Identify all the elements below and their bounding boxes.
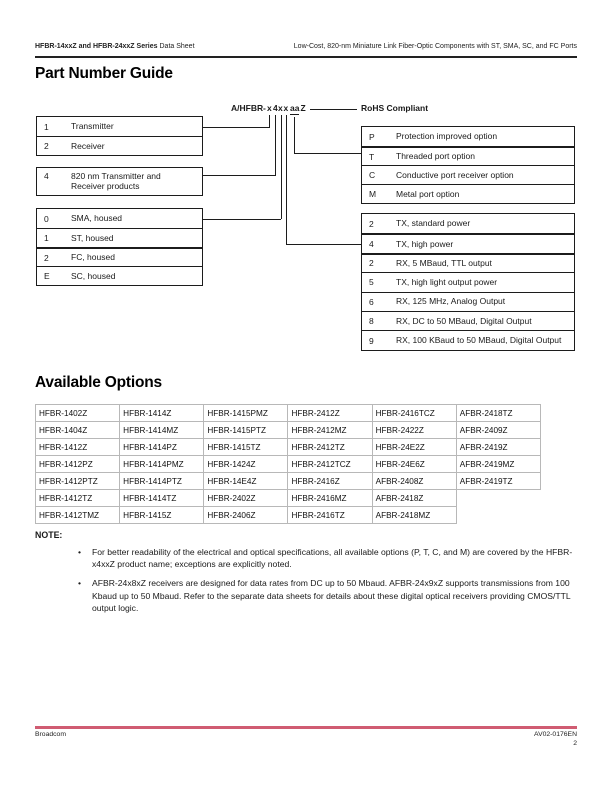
table-products <box>36 167 203 196</box>
part-number-dash: - <box>263 103 266 113</box>
part-number-cell: HFBR-1415Z <box>120 507 204 524</box>
label-cell: Receiver <box>71 140 105 151</box>
code-cell: M <box>369 189 377 199</box>
header-right: Low-Cost, 820-nm Miniature Link Fiber-Optic Components with ST, SMA, SC, and FC Ports <box>293 43 577 50</box>
table-row <box>37 117 202 136</box>
part-number-cell: HFBR-1404Z <box>36 422 120 439</box>
part-number-cell: HFBR-1414MZ <box>120 422 204 439</box>
table-row <box>37 266 202 285</box>
part-number-cell: HFBR-2416TCZ <box>372 405 456 422</box>
part-number-digit-2: 4 <box>273 103 278 113</box>
part-number-digit-4: x <box>283 103 289 113</box>
label-cell: 820 nm Transmitter and Receiver products <box>71 170 161 192</box>
part-number-cell: HFBR-24E2Z <box>372 439 456 456</box>
table-row <box>362 165 574 184</box>
part-number-cell: HFBR-2412TCZ <box>288 456 372 473</box>
part-number-cell: HFBR-24E6Z <box>372 456 456 473</box>
table-row <box>37 228 202 247</box>
part-number-cell: HFBR-1412PZ <box>36 456 120 473</box>
connector-digit3-v <box>281 115 282 219</box>
part-number-cell: HFBR-1424Z <box>204 456 288 473</box>
available-options-title: Available Options <box>35 374 162 391</box>
table-row <box>362 127 574 146</box>
note-bullet <box>78 546 583 570</box>
footer-rule <box>35 726 577 729</box>
bullet-icon: • <box>78 578 82 589</box>
code-cell: C <box>369 170 376 180</box>
part-number-cell: HFBR-2412TZ <box>288 439 372 456</box>
connector-digit1-v <box>269 115 270 127</box>
code-cell: 1 <box>44 121 49 132</box>
label-cell: TX, standard power <box>396 218 471 229</box>
part-number-cell: HFBR-2412MZ <box>288 422 372 439</box>
part-number-cell: AFBR-2418TZ <box>456 405 540 422</box>
label-cell: RX, 125 MHz, Analog Output <box>396 296 506 307</box>
rohs-connector-line <box>310 109 357 110</box>
options-row <box>36 439 541 456</box>
code-cell: 1 <box>44 233 49 243</box>
header-left-suffix: Data Sheet <box>157 43 195 50</box>
code-cell: 6 <box>369 296 374 307</box>
available-options-table <box>35 404 541 524</box>
label-cell: TX, high light output power <box>396 277 498 288</box>
code-cell: 4 <box>369 239 374 250</box>
code-cell: 2 <box>44 252 49 263</box>
label-cell: SMA, housed <box>71 213 123 224</box>
label-cell: SC, housed <box>71 270 116 281</box>
part-number-cell: AFBR-2409Z <box>456 422 540 439</box>
connector-aa-v <box>294 117 295 153</box>
code-cell: 4 <box>44 170 49 181</box>
connector-digit2-v <box>275 115 276 175</box>
part-number-cell: HFBR-1412Z <box>36 439 120 456</box>
header-left-series: HFBR-14xxZ and HFBR-24xxZ Series <box>35 43 158 50</box>
part-number-cell: HFBR-1402Z <box>36 405 120 422</box>
part-number-cell: AFBR-2419MZ <box>456 456 540 473</box>
label-cell: FC, housed <box>71 252 115 263</box>
part-number-cell: HFBR-1414PTZ <box>120 473 204 490</box>
part-number-digit-3: x <box>278 103 283 113</box>
part-number-cell: AFBR-2419Z <box>456 439 540 456</box>
part-number-cell: HFBR-1415PMZ <box>204 405 288 422</box>
code-cell: 0 <box>44 213 49 224</box>
connector-digit3-h <box>203 219 281 220</box>
available-options-body <box>36 405 541 524</box>
label-cell: RX, 5 MBaud, TTL output <box>396 258 492 269</box>
footer-doc-number: AV02-0176EN <box>534 731 577 738</box>
table-power-output <box>361 213 575 351</box>
empty-cell <box>456 490 540 507</box>
part-number-cell: AFBR-2408Z <box>372 473 456 490</box>
bullet-icon: • <box>78 547 82 557</box>
rohs-label: RoHS Compliant <box>361 103 429 113</box>
connector-digit1-h <box>203 127 270 128</box>
part-number-cell: HFBR-1412TMZ <box>36 507 120 524</box>
table-row <box>362 272 574 291</box>
empty-cell <box>456 507 540 524</box>
note-label: NOTE: <box>35 530 63 540</box>
connector-digit4-v <box>286 115 287 244</box>
options-row <box>36 473 541 490</box>
table-row <box>362 184 574 203</box>
page-title: Part Number Guide <box>35 65 173 82</box>
note-bullet-text: For better readability of the electrical and optical specifications, all available options (P, T, C, and M) are covered by the HFBR-x4xxZ product name; exceptions are explicitly noted. <box>92 547 573 570</box>
label-cell: Conductive port receiver option <box>396 169 514 180</box>
part-number-cell: HFBR-2402Z <box>204 490 288 507</box>
code-cell: 2 <box>369 218 374 229</box>
part-number-cell: HFBR-2416MZ <box>288 490 372 507</box>
table-row <box>37 168 202 195</box>
table-row <box>362 292 574 311</box>
label-cell: RX, 100 KBaud to 50 MBaud, Digital Output <box>396 335 562 346</box>
table-row <box>362 146 574 165</box>
code-cell: 2 <box>369 258 374 269</box>
code-cell: 9 <box>369 335 374 346</box>
part-number-cell: HFBR-1414PZ <box>120 439 204 456</box>
footer-brand: Broadcom <box>35 731 66 738</box>
label-cell: Metal port option <box>396 188 460 199</box>
code-cell: T <box>369 151 375 162</box>
part-number-cell: HFBR-2406Z <box>204 507 288 524</box>
table-port-options <box>361 126 575 204</box>
label-cell: ST, housed <box>71 232 114 243</box>
header-rule <box>35 56 577 58</box>
part-number-prefix: A/HFBR <box>231 103 264 113</box>
table-row <box>37 209 202 228</box>
label-cell: Protection improved option <box>396 131 498 142</box>
options-row <box>36 507 541 524</box>
part-number-rohs-z: Z <box>300 103 306 113</box>
label-cell: Threaded port option <box>396 151 475 162</box>
label-cell: TX, high power <box>396 238 454 249</box>
table-row <box>362 330 574 349</box>
footer-page-number: 2 <box>573 740 577 747</box>
part-number-option-aa: aa <box>290 103 300 113</box>
code-cell: E <box>44 271 50 281</box>
header-left <box>35 43 195 51</box>
part-number-digit-1: x <box>267 103 272 113</box>
label-cell: RX, DC to 50 MBaud, Digital Output <box>396 315 532 326</box>
part-number-cell: HFBR-1414TZ <box>120 490 204 507</box>
options-row <box>36 490 541 507</box>
table-row <box>362 214 574 233</box>
note-bullets <box>78 546 583 621</box>
note-bullet <box>78 577 583 614</box>
table-row <box>362 253 574 272</box>
part-number-cell: HFBR-2416Z <box>288 473 372 490</box>
part-number-cell: HFBR-2416TZ <box>288 507 372 524</box>
options-row <box>36 405 541 422</box>
table-row <box>37 136 202 155</box>
part-number-cell: HFBR-1415PTZ <box>204 422 288 439</box>
table-transmitter-receiver <box>36 116 203 156</box>
code-cell: P <box>369 131 375 142</box>
part-number-cell: AFBR-2419TZ <box>456 473 540 490</box>
label-cell: Transmitter <box>71 121 114 132</box>
code-cell: 2 <box>44 141 49 151</box>
options-row <box>36 456 541 473</box>
part-number-cell: HFBR-1412PTZ <box>36 473 120 490</box>
table-row <box>362 311 574 330</box>
part-number-cell: AFBR-2418Z <box>372 490 456 507</box>
part-number-cell: HFBR-2412Z <box>288 405 372 422</box>
connector-digit4-h <box>286 244 362 245</box>
part-number-cell: HFBR-1414Z <box>120 405 204 422</box>
connector-aa-h <box>294 153 361 154</box>
part-number-cell: HFBR-1415TZ <box>204 439 288 456</box>
table-row <box>37 247 202 266</box>
code-cell: 8 <box>369 316 374 327</box>
part-number-cell: AFBR-2418MZ <box>372 507 456 524</box>
part-number-cell: HFBR-1414PMZ <box>120 456 204 473</box>
options-row <box>36 422 541 439</box>
part-number-cell: HFBR-1412TZ <box>36 490 120 507</box>
code-cell: 5 <box>369 277 374 288</box>
note-bullet-text: AFBR-24x8xZ receivers are designed for data rates from DC up to 50 Mbaud. AFBR-24x9xZ supports transmissions from 100 Kbaud up to 50 Mbaud. Refer to the separate data sheets for details about these digital optical receivers providing CMOS/TTL output logic. <box>92 578 571 613</box>
table-row <box>362 233 574 252</box>
part-number-cell: HFBR-2422Z <box>372 422 456 439</box>
table-housing <box>36 208 203 286</box>
part-number-cell: HFBR-14E4Z <box>204 473 288 490</box>
connector-digit2-h <box>203 175 276 176</box>
